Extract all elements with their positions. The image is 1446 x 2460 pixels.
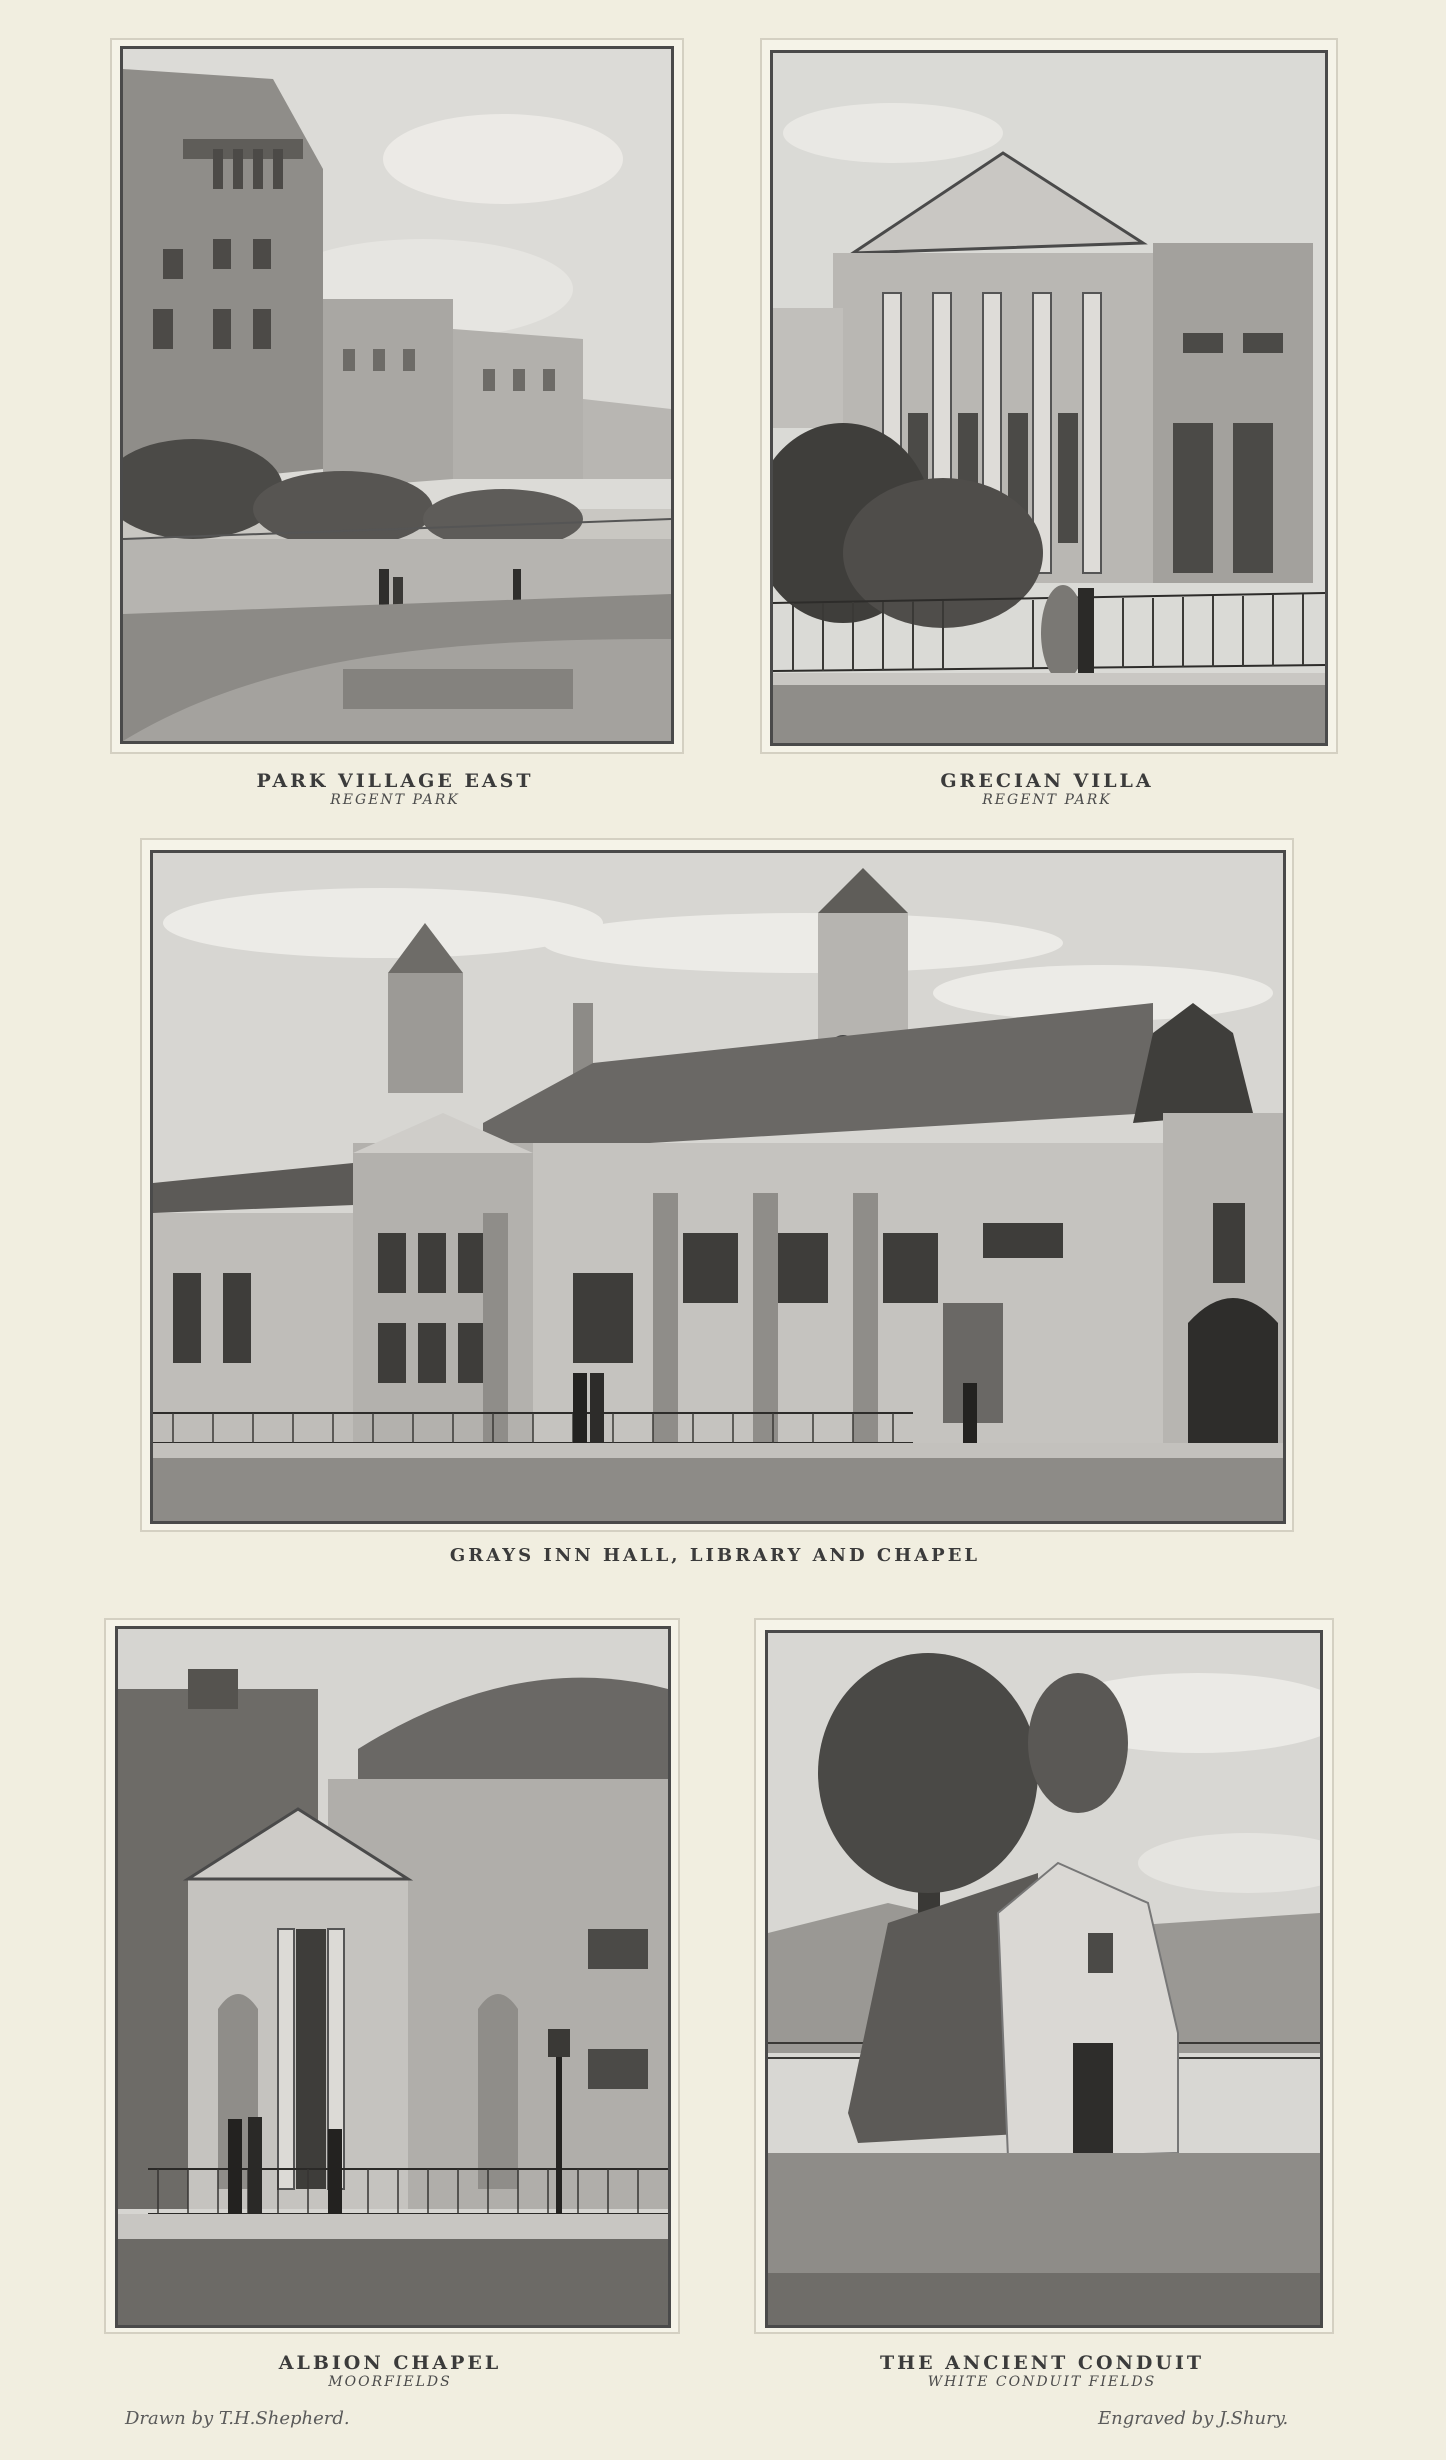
engraving-grecian-villa <box>770 50 1328 746</box>
credit-drawn-by: Drawn by T.H.Shepherd. <box>125 2408 350 2429</box>
engraving-ancient-conduit <box>765 1630 1323 2328</box>
subcaption-ancient-conduit: WHITE CONDUIT FIELDS <box>927 2374 1157 2390</box>
subcaption-park-village-east: REGENT PARK <box>330 792 460 808</box>
caption-grecian-villa: GRECIAN VILLA <box>940 770 1154 792</box>
engraving-albion-chapel <box>115 1626 671 2328</box>
subcaption-grecian-villa: REGENT PARK <box>982 792 1112 808</box>
engraving-grays-inn <box>150 850 1286 1524</box>
caption-park-village-east: PARK VILLAGE EAST <box>256 770 534 792</box>
caption-albion-chapel: ALBION CHAPEL <box>278 2352 502 2374</box>
caption-grays-inn: GRAYS INN HALL, LIBRARY AND CHAPEL <box>449 1545 981 1566</box>
subcaption-albion-chapel: MOORFIELDS <box>328 2374 452 2390</box>
credit-engraved-by: Engraved by J.Shury. <box>1098 2408 1289 2429</box>
engraving-park-village-east <box>120 46 674 744</box>
caption-ancient-conduit: THE ANCIENT CONDUIT <box>879 2352 1205 2374</box>
